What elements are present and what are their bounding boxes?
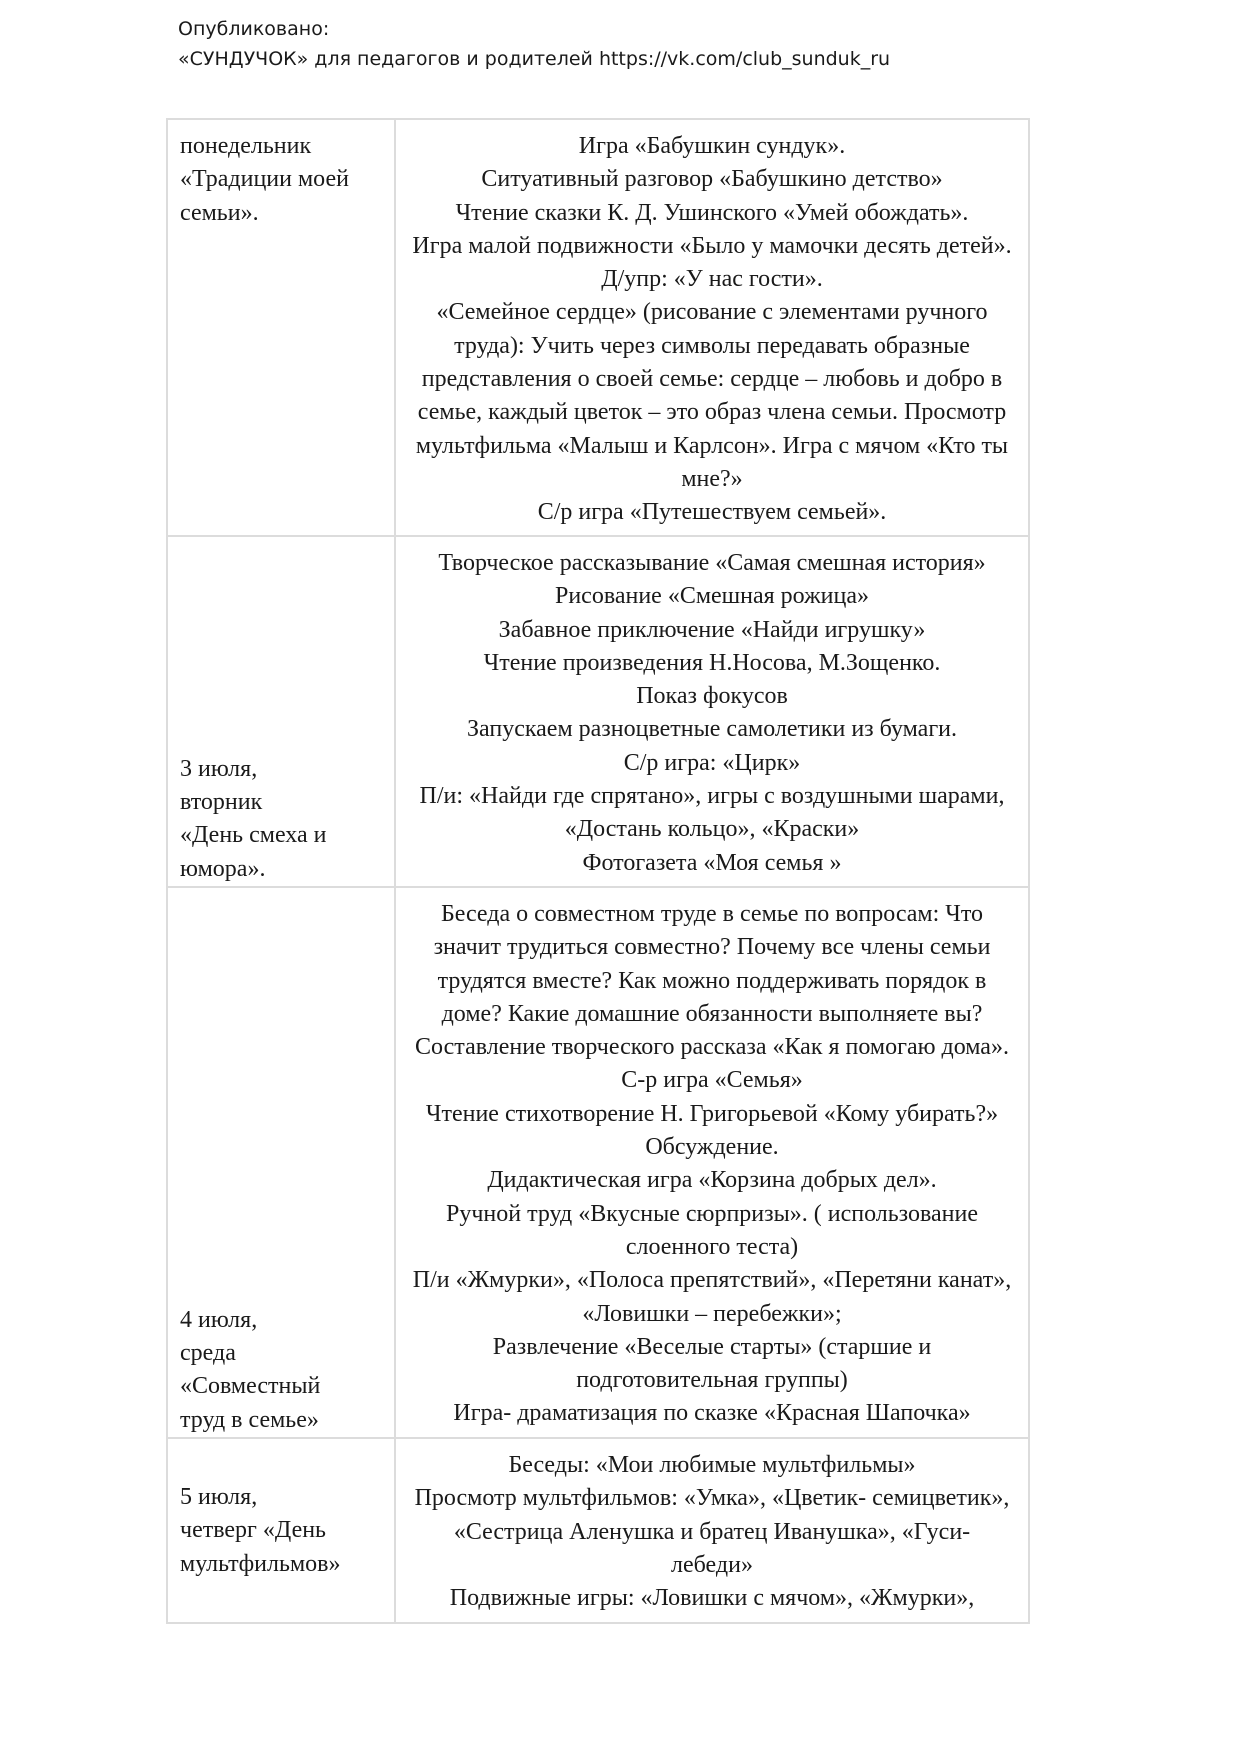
activity-line: лебеди» <box>671 1551 753 1578</box>
activity-line: «Семейное сердце» (рисование с элементами ручного <box>436 299 988 326</box>
activity-line: «Сестрица Аленушка и братец Иванушка», «Гуси- <box>453 1518 971 1545</box>
activity-line: Показ фокусов <box>636 683 788 710</box>
day-line: юмора». <box>180 855 266 882</box>
day-line: 3 июля, <box>180 755 258 782</box>
day-line: семьи». <box>180 199 259 226</box>
activity-line: Развлечение «Веселые старты» (старшие и <box>492 1333 932 1360</box>
table-row <box>167 887 1029 1438</box>
activity-line: мне?» <box>681 465 743 492</box>
day-cell <box>167 1438 395 1623</box>
activity-line: Фотогазета «Моя семья » <box>582 849 842 876</box>
activity-line: С/р игра: «Цирк» <box>623 749 801 776</box>
day-line: мультфильмов» <box>180 1550 341 1577</box>
activity-line: Беседа о совместном труде в семье по вопросам: Что <box>440 901 984 927</box>
activities-cell <box>395 887 1029 1438</box>
publication-header <box>178 14 890 74</box>
day-line: 4 июля, <box>180 1306 258 1333</box>
table-row <box>167 119 1029 536</box>
activity-line: трудятся вместе? Как можно поддерживать порядок в <box>437 967 987 994</box>
activities-cell <box>395 119 1029 536</box>
activity-line: Творческое рассказывание «Самая смешная история» <box>438 550 986 576</box>
activity-line: Подвижные игры: «Ловишки с мячом», «Жмурки», <box>449 1585 975 1612</box>
activity-line: подготовительная группы) <box>576 1367 848 1394</box>
day-cell <box>167 119 395 536</box>
day-line: среда <box>180 1340 236 1367</box>
day-cell <box>167 887 395 1438</box>
activity-line: Д/упр: «У нас гости». <box>601 266 823 293</box>
activity-line: Игра- драматизация по сказке «Красная Шапочка» <box>453 1400 971 1427</box>
activity-line: Чтение произведения Н.Носова, М.Зощенко. <box>483 649 941 676</box>
table-row <box>167 1438 1029 1623</box>
day-line: понедельник <box>180 133 312 159</box>
activity-line: Чтение стихотворение Н. Григорьевой «Кому убирать?» <box>425 1100 999 1127</box>
activity-line: Игра «Бабушкин сундук». <box>578 133 846 159</box>
activity-line: Беседы: «Мои любимые мультфильмы» <box>508 1452 916 1478</box>
activity-line: Забавное приключение «Найди игрушку» <box>498 616 926 643</box>
day-line: вторник <box>180 789 263 816</box>
day-line: четверг «День <box>180 1517 327 1544</box>
activity-line: Чтение сказки К. Д. Ушинского «Умей обождать». <box>455 199 969 226</box>
activity-line: Ручной труд «Вкусные сюрпризы». ( использование <box>445 1200 979 1227</box>
activity-line: «Ловишки – перебежки»; <box>582 1300 842 1327</box>
table-row <box>167 536 1029 887</box>
activity-line: Запускаем разноцветные самолетики из бумаги. <box>466 716 958 743</box>
activity-line: Обсуждение. <box>645 1134 779 1161</box>
day-line: «Совместный <box>180 1373 321 1400</box>
activities-cell <box>395 1438 1029 1623</box>
activity-line: Рисование «Смешная рожица» <box>554 583 870 610</box>
publication-source: «СУНДУЧОК» для педагогов и родителей https://vk.com/club_sunduk_ru <box>178 48 891 70</box>
activity-line: П/и: «Найди где спрятано», игры с воздушными шарами, <box>419 783 1005 810</box>
activity-line: С/р игра «Путешествуем семьей». <box>537 499 887 526</box>
day-cell <box>167 536 395 887</box>
day-line: 5 июля, <box>180 1484 258 1510</box>
activity-line: Дидактическая игра «Корзина добрых дел». <box>487 1167 937 1194</box>
schedule-table <box>166 118 1030 1624</box>
day-line: «День смеха и <box>180 822 327 849</box>
published-label: Опубликовано: <box>178 18 330 40</box>
activity-line: мультфильма «Малыш и Карлсон». Игра с мячом «Кто ты <box>415 432 1009 459</box>
activity-line: труда): Учить через символы передавать образные <box>454 332 970 359</box>
activities-cell <box>395 536 1029 887</box>
activity-line: значит трудиться совместно? Почему все члены семьи <box>433 934 991 961</box>
activity-line: «Достань кольцо», «Краски» <box>564 816 860 843</box>
activity-line: Составление творческого рассказа «Как я помогаю дома». <box>415 1034 1009 1061</box>
activity-line: слоенного теста) <box>625 1233 799 1260</box>
activity-line: Просмотр мультфильмов: «Умка», «Цветик- семицветик», <box>414 1485 1010 1512</box>
activity-line: П/и «Жмурки», «Полоса препятствий», «Перетяни канат», <box>412 1267 1012 1294</box>
day-line: труд в семье» <box>180 1406 319 1433</box>
activity-line: семье, каждый цветок – это образ члена семьи. Просмотр <box>417 399 1007 426</box>
activity-line: С-р игра «Семья» <box>621 1067 803 1094</box>
activity-line: представления о своей семье: сердце – любовь и добро в <box>421 366 1003 393</box>
activity-line: Ситуативный разговор «Бабушкино детство» <box>481 166 943 193</box>
activity-line: Игра малой подвижности «Было у мамочки десять детей». <box>412 232 1012 259</box>
activity-line: доме? Какие домашние обязанности выполняете вы? <box>441 1000 983 1027</box>
day-line: «Традиции моей <box>180 166 349 193</box>
